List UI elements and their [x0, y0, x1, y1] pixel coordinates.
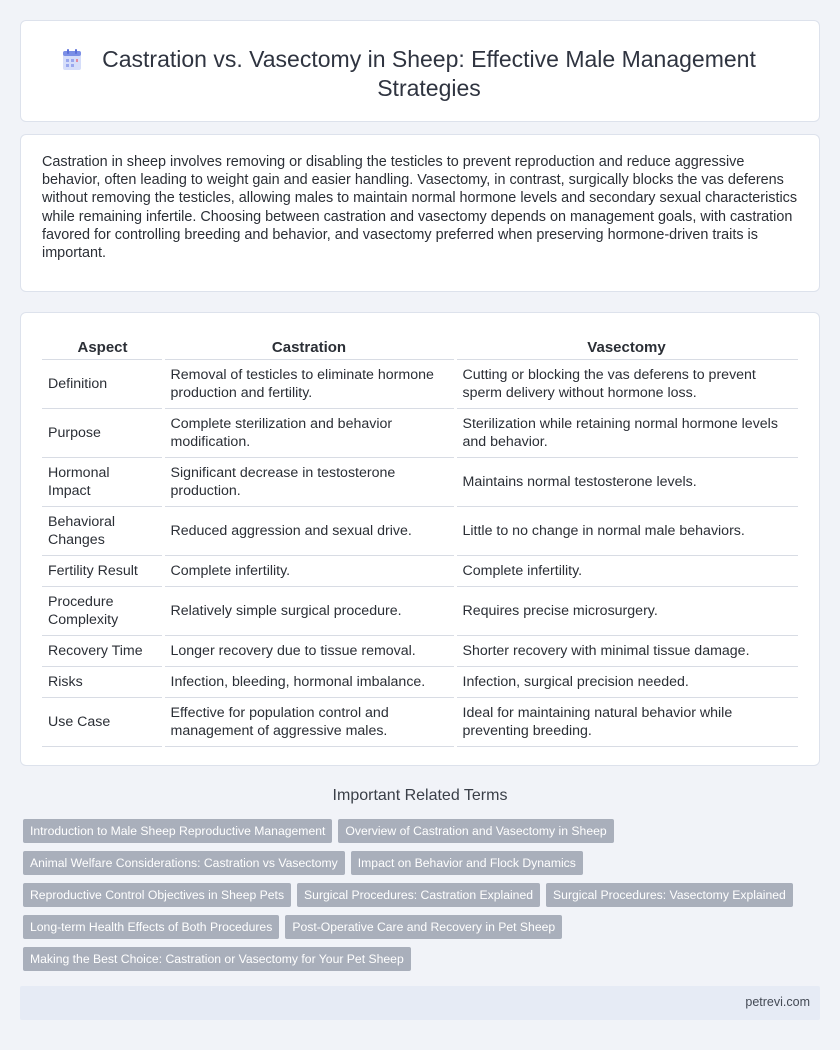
vasectomy-cell: Little to no change in normal male behaviors.: [455, 506, 798, 555]
related-term-tag[interactable]: Animal Welfare Considerations: Castration vs Vasectomy: [23, 851, 345, 875]
aspect-cell: Risks: [42, 666, 163, 697]
table-row: [42, 506, 798, 555]
tag-row: [23, 883, 803, 915]
castration-cell: Longer recovery due to tissue removal.: [163, 635, 455, 666]
related-term-tag[interactable]: Making the Best Choice: Castration or Vasectomy for Your Pet Sheep: [23, 947, 411, 971]
table-row: [42, 635, 798, 666]
table-row: [42, 408, 798, 457]
table-row: [42, 555, 798, 586]
related-term-tag[interactable]: Post-Operative Care and Recovery in Pet Sheep: [285, 915, 562, 939]
tag-row: [23, 851, 803, 883]
tag-row: [23, 819, 803, 851]
aspect-cell: Behavioral Changes: [42, 506, 163, 555]
related-term-tag[interactable]: Surgical Procedures: Vasectomy Explained: [546, 883, 793, 907]
footer-bar: [20, 986, 820, 1020]
castration-cell: Significant decrease in testosterone production.: [163, 457, 455, 506]
vasectomy-cell: Maintains normal testosterone levels.: [455, 457, 798, 506]
vasectomy-cell: Cutting or blocking the vas deferens to prevent sperm delivery without hormone loss.: [455, 359, 798, 408]
vasectomy-cell: Infection, surgical precision needed.: [455, 666, 798, 697]
aspect-cell: Use Case: [42, 697, 163, 746]
header-card: [20, 20, 820, 122]
aspect-cell: Procedure Complexity: [42, 586, 163, 635]
table-row: [42, 359, 798, 408]
vasectomy-cell: Ideal for maintaining natural behavior while preventing breeding.: [455, 697, 798, 746]
related-terms-list: [23, 819, 803, 979]
related-term-tag[interactable]: Impact on Behavior and Flock Dynamics: [351, 851, 583, 875]
vasectomy-cell: Complete infertility.: [455, 555, 798, 586]
castration-cell: Reduced aggression and sexual drive.: [163, 506, 455, 555]
related-term-tag[interactable]: Long-term Health Effects of Both Procedures: [23, 915, 279, 939]
castration-cell: Infection, bleeding, hormonal imbalance.: [163, 666, 455, 697]
castration-cell: Complete infertility.: [163, 555, 455, 586]
vasectomy-cell: Requires precise microsurgery.: [455, 586, 798, 635]
tag-row: [23, 947, 803, 979]
aspect-cell: Definition: [42, 359, 163, 408]
aspect-cell: Purpose: [42, 408, 163, 457]
vasectomy-cell: Shorter recovery with minimal tissue damage.: [455, 635, 798, 666]
aspect-cell: Fertility Result: [42, 555, 163, 586]
related-term-tag[interactable]: Introduction to Male Sheep Reproductive Management: [23, 819, 332, 843]
aspect-cell: Recovery Time: [42, 635, 163, 666]
comparison-table: [42, 333, 798, 747]
table-row: [42, 666, 798, 697]
vasectomy-cell: Sterilization while retaining normal hormone levels and behavior.: [455, 408, 798, 457]
castration-cell: Removal of testicles to eliminate hormone production and fertility.: [163, 359, 455, 408]
table-row: [42, 586, 798, 635]
castration-cell: Effective for population control and management of aggressive males.: [163, 697, 455, 746]
table-row: [42, 457, 798, 506]
table-header-row: [42, 333, 798, 359]
related-term-tag[interactable]: Reproductive Control Objectives in Sheep Pets: [23, 883, 291, 907]
table-row: [42, 697, 798, 746]
castration-cell: Complete sterilization and behavior modification.: [163, 408, 455, 457]
comparison-table-card: [20, 312, 820, 766]
intro-paragraph: Castration in sheep involves removing or disabling the testicles to prevent reproduction and reduce aggressive behavior, often leading to weight gain and easier handling. Vasectomy, in contrast, surgically blocks the vas deferens without removing the testicles, allowing males to maintain normal hormone levels and secondary sexual characteristics while remaining infertile. Choosing between castration and vasectomy depends on management goals, with castration favored for controlling breeding and behavior, and vasectomy preferred when preserving hormone-driven traits is important.: [42, 154, 798, 262]
page-title-text: Castration vs. Vasectomy in Sheep: Effective Male Management Strategies: [102, 46, 756, 101]
intro-card: [20, 134, 820, 292]
related-term-tag[interactable]: Overview of Castration and Vasectomy in Sheep: [338, 819, 613, 843]
aspect-cell: Hormonal Impact: [42, 457, 163, 506]
footer-site-link[interactable]: petrevi.com: [745, 995, 810, 1009]
column-header-vasectomy: Vasectomy: [455, 333, 798, 359]
related-term-tag[interactable]: Surgical Procedures: Castration Explained: [297, 883, 540, 907]
column-header-castration: Castration: [163, 333, 455, 359]
page-title: [21, 45, 819, 103]
tag-row: [23, 915, 803, 947]
castration-cell: Relatively simple surgical procedure.: [163, 586, 455, 635]
column-header-aspect: Aspect: [42, 333, 163, 359]
related-terms-heading: Important Related Terms: [332, 787, 508, 804]
